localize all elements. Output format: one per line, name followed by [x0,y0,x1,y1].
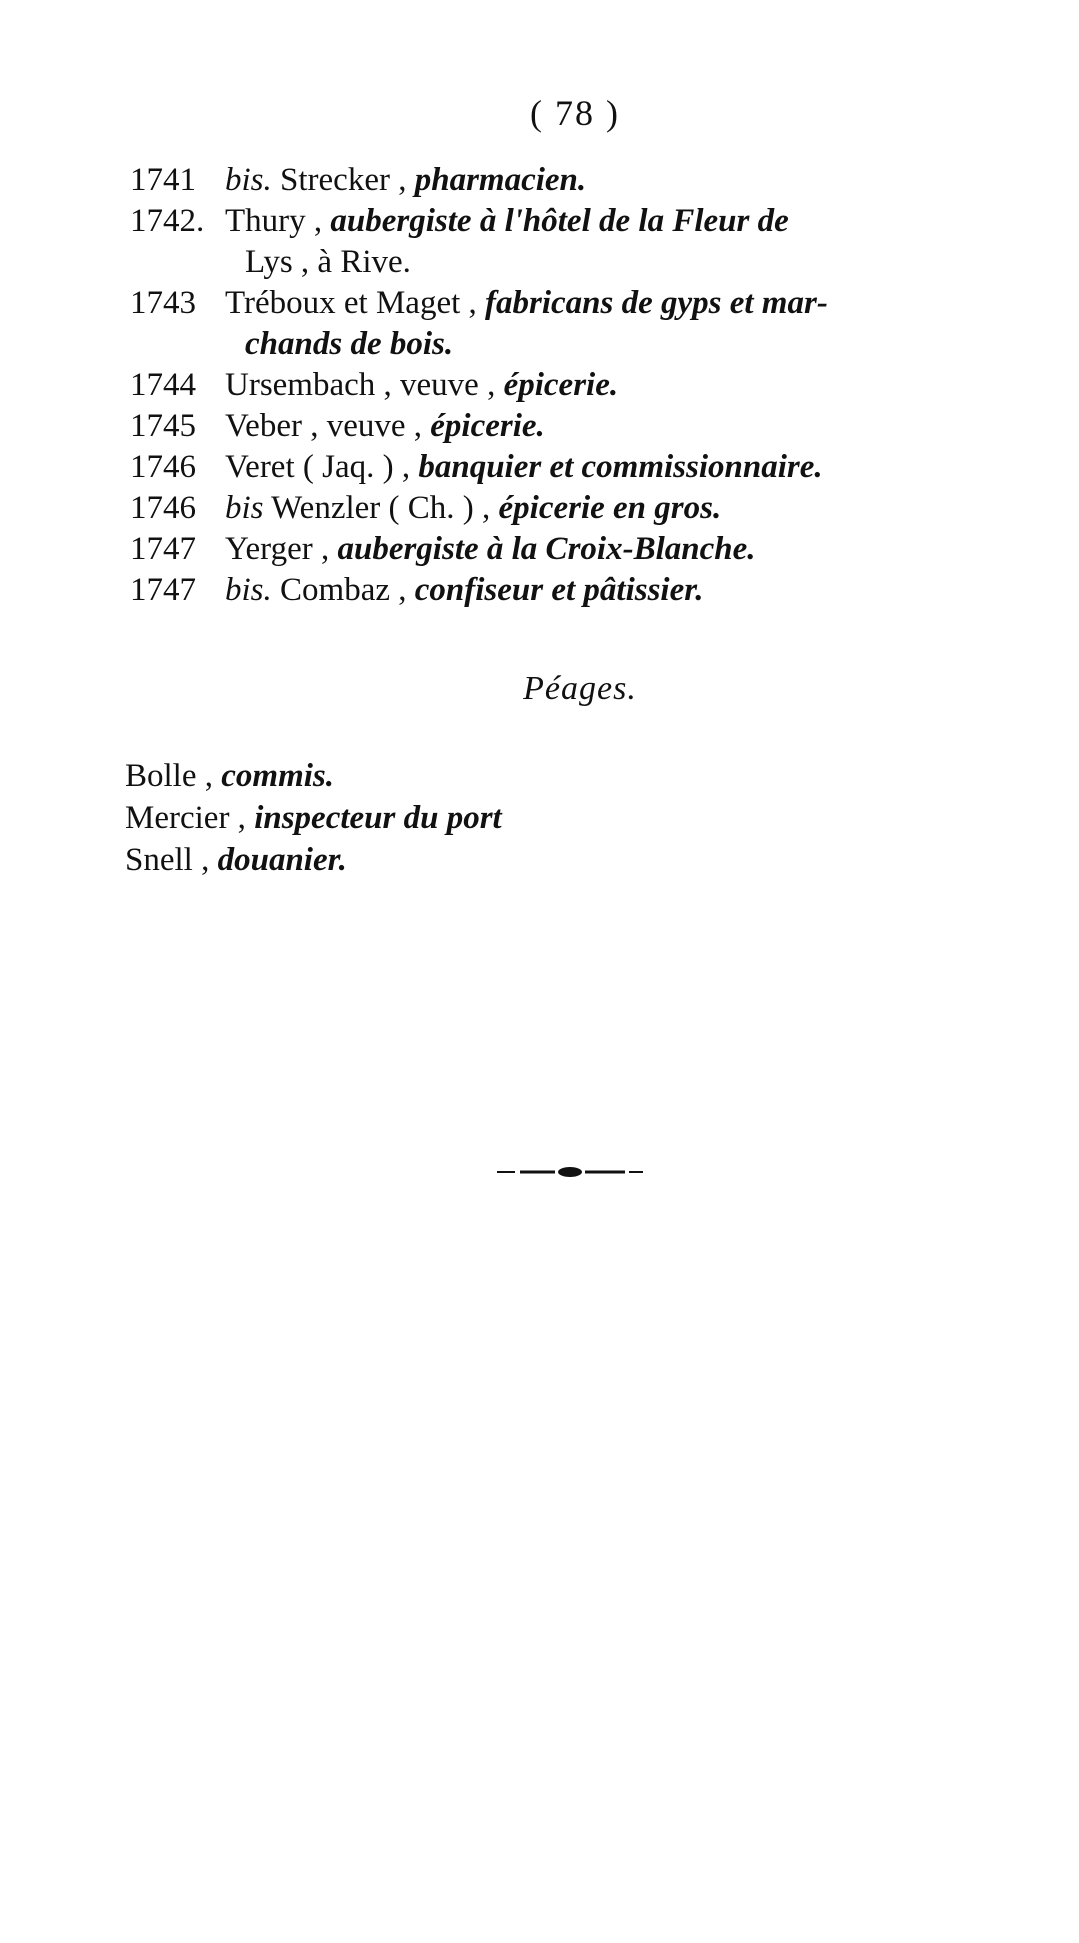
entry-number: 1747 [130,572,196,608]
list-item [130,447,1050,488]
peages-list [125,755,825,881]
entry-name: Wenzler ( Ch. ) , [271,490,491,526]
peage-role: inspecteur du port [254,800,502,836]
entry-text [225,406,1050,447]
entry-trade: fabricans de gyps et mar- [485,285,828,321]
entry-number: 1745 [130,408,196,444]
entry-number: 1743 [130,285,196,321]
entry-bis: bis [225,490,264,526]
entry-continuation: Lys , à Rive. [245,244,411,280]
entry-bis: bis. [225,162,272,198]
entry-text [225,160,1050,201]
entry-number: 1747 [130,531,196,567]
ornament-divider-icon [495,1165,645,1179]
entry-text [225,447,1050,488]
list-item [130,488,1050,529]
entry-number: 1741 [130,162,196,198]
list-item [125,839,825,881]
list-item [130,201,1050,283]
list-item [130,283,1050,365]
entry-bis: bis. [225,572,272,608]
entry-continuation: chands de bois. [245,326,454,362]
entry-number: 1746 [130,449,196,485]
list-item [130,160,1050,201]
section-title: Péages. [523,670,637,707]
list-item [130,529,1050,570]
entry-text [225,529,1050,570]
entry-name: Veret ( Jaq. ) , [225,449,411,485]
entry-number: 1744 [130,367,196,403]
entry-text [225,570,1050,611]
entry-number: 1746 [130,490,196,526]
list-item [125,797,825,839]
entry-name: Thury , [225,203,323,239]
list-item [130,365,1050,406]
entry-name: Ursembach , veuve , [225,367,496,403]
entry-text [225,488,1050,529]
page-number: ( 78 ) [530,93,620,133]
entry-trade: pharmacien. [414,162,587,198]
entry-text [225,201,1050,283]
peage-role: douanier. [217,842,347,878]
entry-name: Tréboux et Maget , [225,285,477,321]
entry-trade: aubergiste à la Croix-Blanche. [337,531,756,567]
peage-name: Bolle , [125,758,213,794]
entry-trade: épicerie. [430,408,545,444]
entry-name: Veber , veuve , [225,408,423,444]
entry-name: Strecker , [280,162,407,198]
entry-name: Yerger , [225,531,330,567]
entry-name: Combaz , [280,572,407,608]
peage-name: Mercier , [125,800,246,836]
entry-trade: épicerie en gros. [498,490,722,526]
entry-number: 1742. [130,203,205,239]
peage-name: Snell , [125,842,210,878]
list-item [130,406,1050,447]
entry-text [225,283,1050,365]
list-item [125,755,825,797]
entry-trade: aubergiste à l'hôtel de la Fleur de [330,203,789,239]
entry-trade: épicerie. [503,367,619,403]
peage-role: commis. [221,758,334,794]
entry-trade: banquier et commissionnaire. [418,449,823,485]
entry-list [130,160,1050,611]
entry-text [225,365,1050,406]
entry-trade: confiseur et pâtissier. [414,572,704,608]
list-item [130,570,1050,611]
